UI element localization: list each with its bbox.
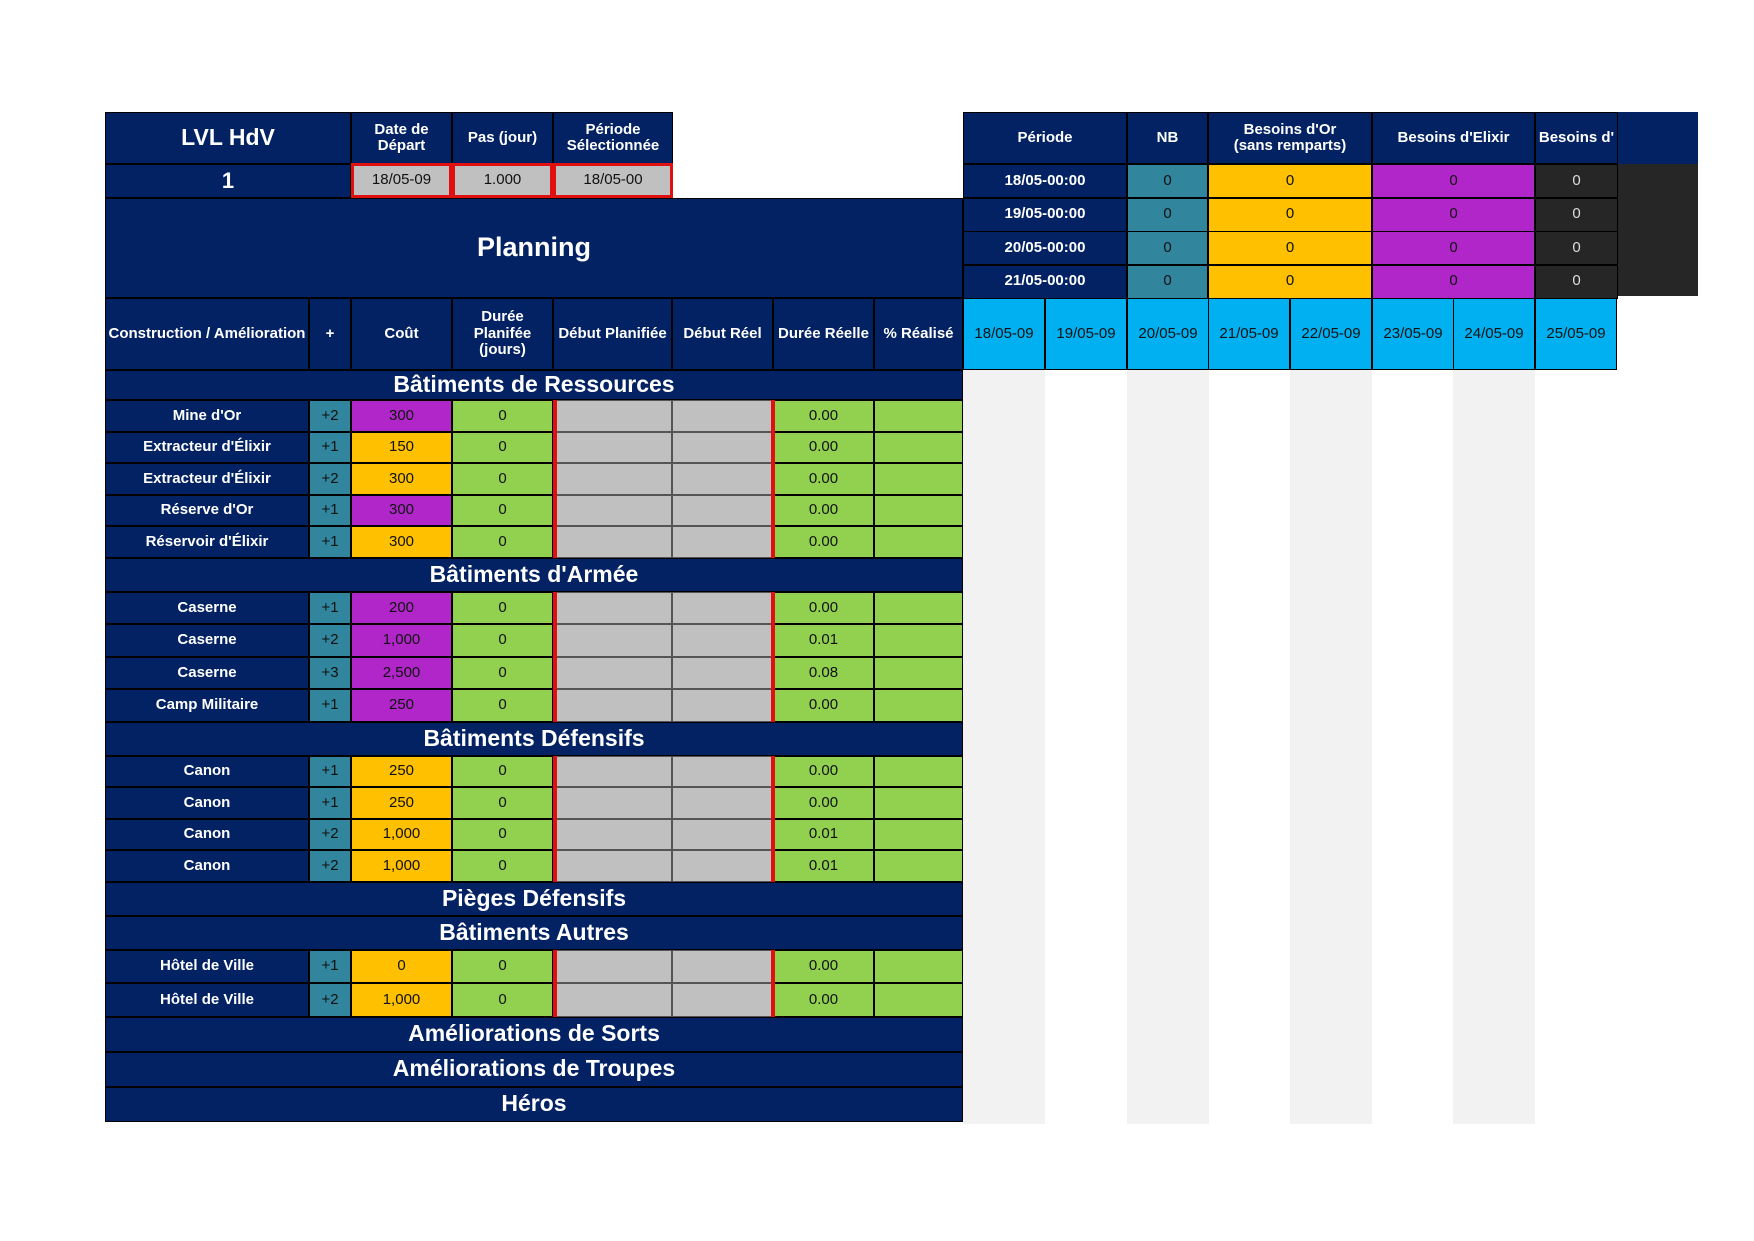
row-pct-realise[interactable] <box>874 983 963 1017</box>
row-duree-reelle: 0.00 <box>773 463 874 495</box>
row-pct-realise[interactable] <box>874 463 963 495</box>
row-cost: 300 <box>351 400 452 432</box>
summary-besoins-or: 0 <box>1208 198 1372 232</box>
gantt-stripe <box>963 370 1045 1124</box>
row-plus: +1 <box>309 756 351 788</box>
row-debut-reel[interactable] <box>672 819 773 851</box>
section-header: Bâtiments Défensifs <box>105 722 963 756</box>
row-duree-reelle: 0.00 <box>773 689 874 722</box>
row-duree-reelle: 0.00 <box>773 495 874 527</box>
date-header: 25/05-09 <box>1535 298 1617 370</box>
row-duree-reelle: 0.01 <box>773 850 874 882</box>
section-header: Bâtiments d'Armée <box>105 558 963 592</box>
section-header: Pièges Défensifs <box>105 882 963 916</box>
row-debut-reel[interactable] <box>672 400 773 432</box>
row-duree-planifiee[interactable]: 0 <box>452 432 553 464</box>
row-duree-planifiee[interactable]: 0 <box>452 983 553 1017</box>
row-duree-planifiee[interactable]: 0 <box>452 526 553 558</box>
row-plus: +2 <box>309 850 351 882</box>
row-name: Canon <box>105 787 309 819</box>
gantt-stripe <box>1453 370 1535 1124</box>
date-depart-header <box>351 112 452 164</box>
summary-periode: 20/05-00:00 <box>963 231 1127 265</box>
gantt-stripe <box>1290 370 1372 1124</box>
row-pct-realise[interactable] <box>874 592 963 625</box>
row-debut-planifiee[interactable] <box>553 950 672 984</box>
row-plus: +1 <box>309 592 351 625</box>
row-name: Canon <box>105 756 309 788</box>
summary-besoins-or: 0 <box>1208 265 1372 299</box>
date-header: 21/05-09 <box>1208 298 1290 370</box>
row-name: Caserne <box>105 657 309 690</box>
row-duree-planifiee[interactable]: 0 <box>452 400 553 432</box>
red-divider <box>553 950 557 1017</box>
row-pct-realise[interactable] <box>874 787 963 819</box>
summary-header-0: Période <box>963 112 1127 164</box>
row-cost: 300 <box>351 463 452 495</box>
summary-overflow <box>1618 112 1698 296</box>
date-header: 19/05-09 <box>1045 298 1127 370</box>
row-debut-reel[interactable] <box>672 495 773 527</box>
row-debut-reel[interactable] <box>672 526 773 558</box>
row-debut-planifiee[interactable] <box>553 819 672 851</box>
summary-besoins-or: 0 <box>1208 164 1372 198</box>
row-duree-reelle: 0.01 <box>773 819 874 851</box>
row-duree-planifiee[interactable]: 0 <box>452 756 553 788</box>
row-duree-reelle: 0.00 <box>773 787 874 819</box>
red-divider <box>771 756 775 882</box>
row-debut-planifiee[interactable] <box>553 463 672 495</box>
column-header-1: + <box>309 298 351 370</box>
row-cost: 2,500 <box>351 657 452 690</box>
section-header: Améliorations de Sorts <box>105 1017 963 1052</box>
row-debut-planifiee[interactable] <box>553 592 672 625</box>
section-header: Bâtiments Autres <box>105 916 963 950</box>
row-debut-reel[interactable] <box>672 983 773 1017</box>
summary-besoins-other: 0 <box>1535 198 1618 232</box>
row-duree-planifiee[interactable]: 0 <box>452 624 553 657</box>
row-name: Caserne <box>105 592 309 625</box>
row-plus: +2 <box>309 983 351 1017</box>
row-name: Extracteur d'Élixir <box>105 432 309 464</box>
row-plus: +2 <box>309 624 351 657</box>
summary-periode: 21/05-00:00 <box>963 265 1127 299</box>
row-debut-reel[interactable] <box>672 657 773 690</box>
row-debut-reel[interactable] <box>672 756 773 788</box>
row-duree-reelle: 0.00 <box>773 983 874 1017</box>
summary-nb: 0 <box>1127 265 1208 299</box>
red-divider <box>553 400 557 558</box>
row-name: Caserne <box>105 624 309 657</box>
date-depart-label: Date de Départ <box>374 120 429 154</box>
red-divider <box>553 592 557 722</box>
date-depart-input[interactable]: 18/05-09 <box>351 163 452 198</box>
summary-header-2: Besoins d'Or (sans remparts) <box>1208 112 1372 164</box>
red-divider <box>771 950 775 1017</box>
summary-besoins-elixir: 0 <box>1372 265 1535 299</box>
row-name: Réservoir d'Élixir <box>105 526 309 558</box>
row-pct-realise[interactable] <box>874 624 963 657</box>
column-header-6: Durée Réelle <box>773 298 874 370</box>
date-header: 18/05-09 <box>963 298 1045 370</box>
summary-periode: 18/05-00:00 <box>963 164 1127 198</box>
periode-selectionnee-input[interactable]: 18/05-00 <box>553 163 673 198</box>
row-cost: 300 <box>351 495 452 527</box>
row-duree-reelle: 0.00 <box>773 756 874 788</box>
column-header-3: Durée Planifée (jours) <box>452 298 553 370</box>
row-pct-realise[interactable] <box>874 432 963 464</box>
row-pct-realise[interactable] <box>874 495 963 527</box>
column-header-4: Début Planifiée <box>553 298 672 370</box>
summary-besoins-elixir: 0 <box>1372 231 1535 265</box>
row-cost: 150 <box>351 432 452 464</box>
row-plus: +1 <box>309 787 351 819</box>
row-cost: 1,000 <box>351 983 452 1017</box>
summary-nb: 0 <box>1127 231 1208 265</box>
row-cost: 0 <box>351 950 452 984</box>
summary-periode: 19/05-00:00 <box>963 198 1127 232</box>
date-header: 23/05-09 <box>1372 298 1454 370</box>
row-plus: +2 <box>309 463 351 495</box>
row-debut-planifiee[interactable] <box>553 495 672 527</box>
periode-selectionnee-label: Période Sélectionnée <box>566 120 660 154</box>
row-duree-planifiee[interactable]: 0 <box>452 819 553 851</box>
row-debut-reel[interactable] <box>672 950 773 984</box>
summary-header-4: Besoins d' <box>1535 112 1618 164</box>
row-debut-reel[interactable] <box>672 689 773 722</box>
row-debut-reel[interactable] <box>672 432 773 464</box>
row-debut-planifiee[interactable] <box>553 624 672 657</box>
row-name: Canon <box>105 819 309 851</box>
row-pct-realise[interactable] <box>874 657 963 690</box>
lvl-hdv-label: LVL HdV <box>105 112 351 164</box>
row-pct-realise[interactable] <box>874 850 963 882</box>
row-cost: 1,000 <box>351 819 452 851</box>
red-divider <box>771 592 775 722</box>
row-cost: 1,000 <box>351 850 452 882</box>
column-header-0: Construction / Amélioration <box>105 298 309 370</box>
summary-besoins-elixir: 0 <box>1372 198 1535 232</box>
row-debut-planifiee[interactable] <box>553 756 672 788</box>
row-pct-realise[interactable] <box>874 819 963 851</box>
row-debut-reel[interactable] <box>672 787 773 819</box>
row-duree-planifiee[interactable]: 0 <box>452 495 553 527</box>
row-name: Extracteur d'Élixir <box>105 463 309 495</box>
section-header: Bâtiments de Ressources <box>105 370 963 400</box>
row-debut-reel[interactable] <box>672 624 773 657</box>
row-duree-reelle: 0.00 <box>773 950 874 984</box>
row-duree-planifiee[interactable]: 0 <box>452 787 553 819</box>
row-cost: 1,000 <box>351 624 452 657</box>
gantt-stripe <box>1127 370 1209 1124</box>
row-name: Camp Militaire <box>105 689 309 722</box>
row-pct-realise[interactable] <box>874 950 963 984</box>
date-header: 24/05-09 <box>1453 298 1535 370</box>
row-pct-realise[interactable] <box>874 689 963 722</box>
row-plus: +3 <box>309 657 351 690</box>
row-debut-planifiee[interactable] <box>553 850 672 882</box>
row-debut-planifiee[interactable] <box>553 526 672 558</box>
periode-selectionnee-header <box>553 112 673 164</box>
row-plus: +1 <box>309 689 351 722</box>
row-duree-reelle: 0.00 <box>773 526 874 558</box>
row-plus: +1 <box>309 526 351 558</box>
row-cost: 300 <box>351 526 452 558</box>
row-name: Mine d'Or <box>105 400 309 432</box>
row-debut-reel[interactable] <box>672 592 773 625</box>
row-plus: +1 <box>309 950 351 984</box>
row-plus: +1 <box>309 432 351 464</box>
row-duree-planifiee[interactable]: 0 <box>452 950 553 984</box>
row-duree-planifiee[interactable]: 0 <box>452 850 553 882</box>
row-cost: 250 <box>351 756 452 788</box>
summary-besoins-or: 0 <box>1208 231 1372 265</box>
row-debut-planifiee[interactable] <box>553 787 672 819</box>
row-name: Hôtel de Ville <box>105 950 309 984</box>
row-plus: +2 <box>309 819 351 851</box>
date-header: 20/05-09 <box>1127 298 1209 370</box>
row-debut-planifiee[interactable] <box>553 689 672 722</box>
row-duree-planifiee[interactable]: 0 <box>452 463 553 495</box>
summary-header-1: NB <box>1127 112 1208 164</box>
row-name: Canon <box>105 850 309 882</box>
row-name: Réserve d'Or <box>105 495 309 527</box>
red-divider <box>771 400 775 558</box>
pas-jour-input[interactable]: 1.000 <box>452 163 553 198</box>
row-debut-planifiee[interactable] <box>553 400 672 432</box>
row-debut-planifiee[interactable] <box>553 983 672 1017</box>
section-header: Améliorations de Troupes <box>105 1052 963 1087</box>
row-cost: 200 <box>351 592 452 625</box>
row-duree-reelle: 0.00 <box>773 432 874 464</box>
row-duree-reelle: 0.08 <box>773 657 874 690</box>
row-pct-realise[interactable] <box>874 756 963 788</box>
row-debut-planifiee[interactable] <box>553 432 672 464</box>
column-header-2: Coût <box>351 298 452 370</box>
section-header: Héros <box>105 1087 963 1122</box>
row-duree-planifiee[interactable]: 0 <box>452 689 553 722</box>
row-duree-reelle: 0.01 <box>773 624 874 657</box>
summary-besoins-other: 0 <box>1535 164 1618 198</box>
pas-jour-label: Pas (jour) <box>452 112 553 164</box>
red-divider <box>553 756 557 882</box>
date-header: 22/05-09 <box>1290 298 1372 370</box>
summary-header-3: Besoins d'Elixir <box>1372 112 1535 164</box>
column-header-5: Début Réel <box>672 298 773 370</box>
row-pct-realise[interactable] <box>874 400 963 432</box>
planning-title: Planning <box>105 198 963 298</box>
row-duree-planifiee[interactable]: 0 <box>452 592 553 625</box>
row-debut-planifiee[interactable] <box>553 657 672 690</box>
row-duree-planifiee[interactable]: 0 <box>452 657 553 690</box>
row-pct-realise[interactable] <box>874 526 963 558</box>
row-cost: 250 <box>351 689 452 722</box>
summary-besoins-other: 0 <box>1535 265 1618 299</box>
summary-besoins-elixir: 0 <box>1372 164 1535 198</box>
row-duree-reelle: 0.00 <box>773 592 874 625</box>
row-name: Hôtel de Ville <box>105 983 309 1017</box>
row-plus: +2 <box>309 400 351 432</box>
row-duree-reelle: 0.00 <box>773 400 874 432</box>
row-plus: +1 <box>309 495 351 527</box>
summary-besoins-other: 0 <box>1535 231 1618 265</box>
row-cost: 250 <box>351 787 452 819</box>
row-debut-reel[interactable] <box>672 463 773 495</box>
row-debut-reel[interactable] <box>672 850 773 882</box>
column-header-7: % Réalisé <box>874 298 963 370</box>
summary-nb: 0 <box>1127 164 1208 198</box>
lvl-hdv-value[interactable]: 1 <box>105 164 351 198</box>
summary-nb: 0 <box>1127 198 1208 232</box>
